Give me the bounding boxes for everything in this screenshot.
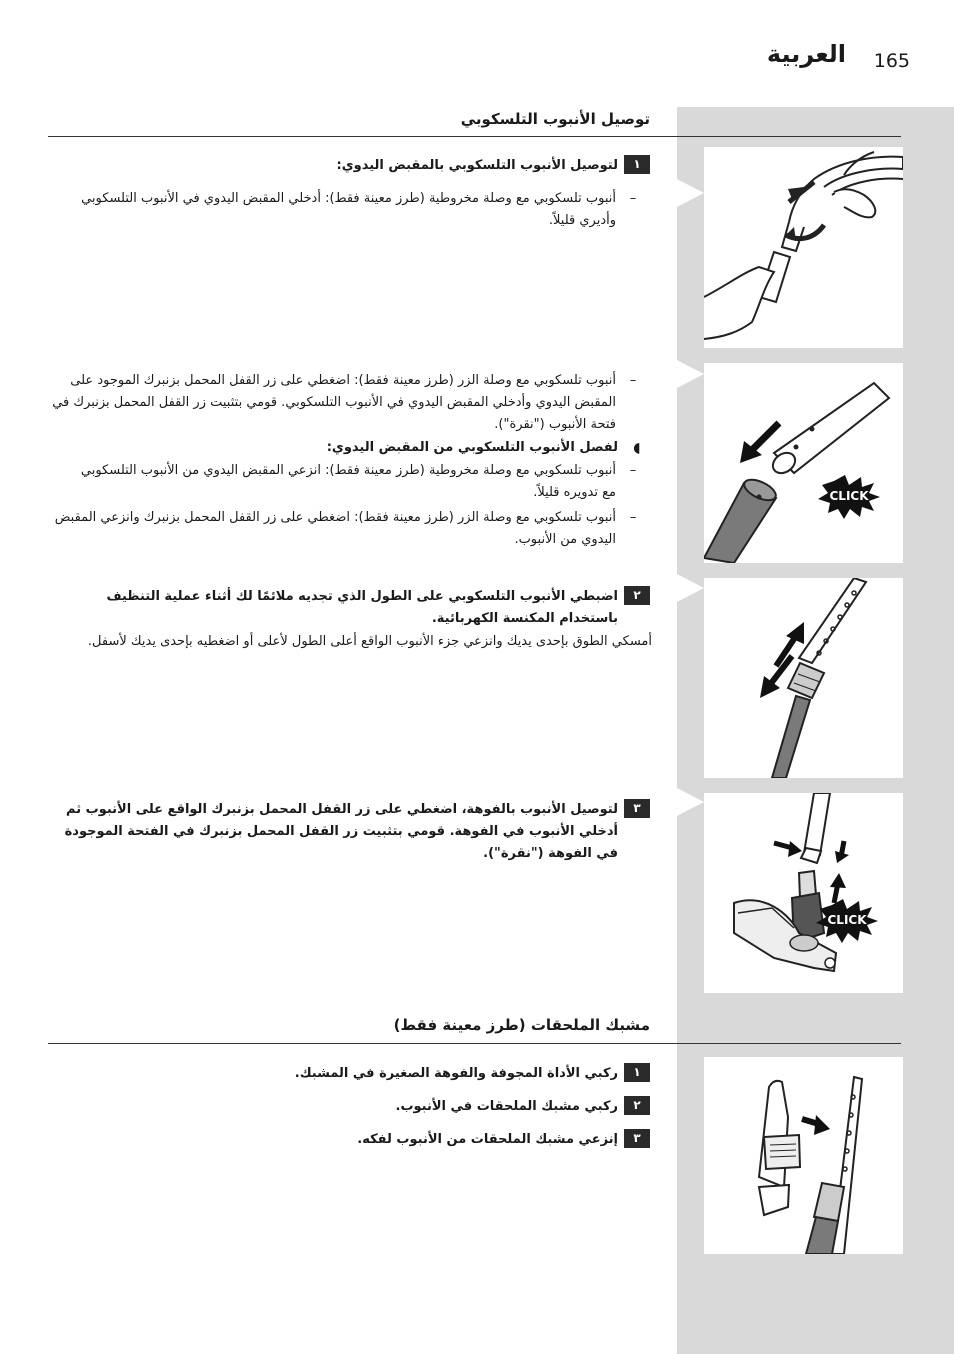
detach-bullet-icon: ◖ [633, 440, 641, 456]
bullet-button-detach [50, 507, 650, 551]
step-text: لتوصيل الأنبوب التلسكوبي بالمقبض اليدوي: [336, 158, 618, 173]
step-number-badge: ٢ [624, 586, 650, 605]
figure-nozzle-connect [704, 793, 903, 993]
step-1-connect-handle [337, 155, 650, 177]
figure-pointer [677, 788, 704, 816]
step-2-adjust-length [50, 586, 650, 630]
page-number: 165 [873, 50, 910, 72]
figure-pointer [677, 574, 704, 602]
figure-pointer [677, 360, 704, 388]
step-text: إنزعي مشبك الملحقات من الأنبوب لفكه. [357, 1132, 618, 1147]
step-3-connect-nozzle [50, 799, 650, 865]
step-2-note: أمسكي الطوق بإحدى يديك وانزعي جزء الأنبوب الواقع أعلى الطول لأعلى أو اضغطيه بإحدى يديك لأسفل. [87, 634, 652, 649]
section-title-accessory-clip: مشبك الملحقات (طرز معينة فقط) [393, 1016, 650, 1034]
step-text: ركبي مشبك الملحقات في الأنبوب. [395, 1099, 618, 1114]
bullet-dash: – [629, 463, 637, 478]
step-number-badge: ٣ [624, 799, 650, 818]
step-number-badge: ١ [624, 155, 650, 174]
click-label: CLICK [829, 489, 869, 503]
detach-instruction [327, 437, 650, 459]
figure-button-connect [704, 363, 903, 563]
figure-handle-insert [704, 147, 903, 348]
step-number-badge: ٣ [624, 1129, 650, 1148]
step-text: ركبي الأداة المجوفة والفوهة الصغيرة في المشبك. [294, 1066, 618, 1081]
clip-step-1 [295, 1063, 650, 1085]
bullet-dash: – [629, 373, 637, 388]
detach-text: لفصل الأنبوب التلسكوبي من المقبض اليدوي: [326, 440, 618, 455]
bullet-text: أنبوب تلسكوبي مع وصلة الزر (طرز معينة فقط): اضغطي على زر القفل المحمل بزنبرك وانزعي المقبض اليدوي من الأنبوب. [54, 510, 616, 547]
bullet-dash: – [629, 510, 637, 525]
click-label: CLICK [827, 913, 867, 927]
section-divider [48, 136, 901, 137]
bullet-text: أنبوب تلسكوبي مع وصلة مخروطية (طرز معينة فقط): أدخلي المقبض اليدوي في الأنبوب التلسكوبي وأديري قليلاً. [81, 191, 616, 228]
step-text: اضبطي الأنبوب التلسكوبي على الطول الذي تجديه ملائمًا لك أثناء عملية التنظيف باستخدام المكنسة الكهربائية. [106, 589, 618, 626]
step-text: لتوصيل الأنبوب بالفوهة، اضغطي على زر القفل المحمل بزنبرك الواقع على الأنبوب ثم أدخلي الأنبوب في الفوهة. قومي بتثبيت زر القفل المحمل بزنبرك في الفتحة الموجودة في الفوهة ("نقرة"). [64, 802, 618, 861]
bullet-dash: – [629, 191, 637, 206]
clip-step-2 [396, 1096, 650, 1118]
step-number-badge: ١ [624, 1063, 650, 1082]
bullet-conical-connect [80, 188, 650, 232]
section-divider [48, 1043, 901, 1044]
bullet-text: أنبوب تلسكوبي مع وصلة الزر (طرز معينة فقط): اضغطي على زر القفل المحمل بزنبرك الموجود على المقبض اليدوي وأدخلي المقبض اليدوي في الأنبوب التلسكوبي. قومي بتثبيت زر القفل المحمل بزنبرك في فتحة الأنبوب ("نقرة"). [52, 373, 616, 432]
language-title: العربية [766, 40, 846, 68]
section-title-telescopic-tube: توصيل الأنبوب التلسكوبي [460, 110, 650, 128]
figure-adjust-length [704, 578, 903, 778]
figure-pointer [677, 179, 704, 207]
bullet-button-connect [50, 370, 650, 436]
step-number-badge: ٢ [624, 1096, 650, 1115]
bullet-text: أنبوب تلسكوبي مع وصلة مخروطية (طرز معينة فقط): انزعي المقبض اليدوي من الأنبوب التلسكوبي مع تدويره قليلاً. [80, 463, 616, 500]
clip-step-3 [357, 1129, 650, 1151]
bullet-conical-detach [80, 460, 650, 504]
figure-accessory-clip [704, 1057, 903, 1254]
